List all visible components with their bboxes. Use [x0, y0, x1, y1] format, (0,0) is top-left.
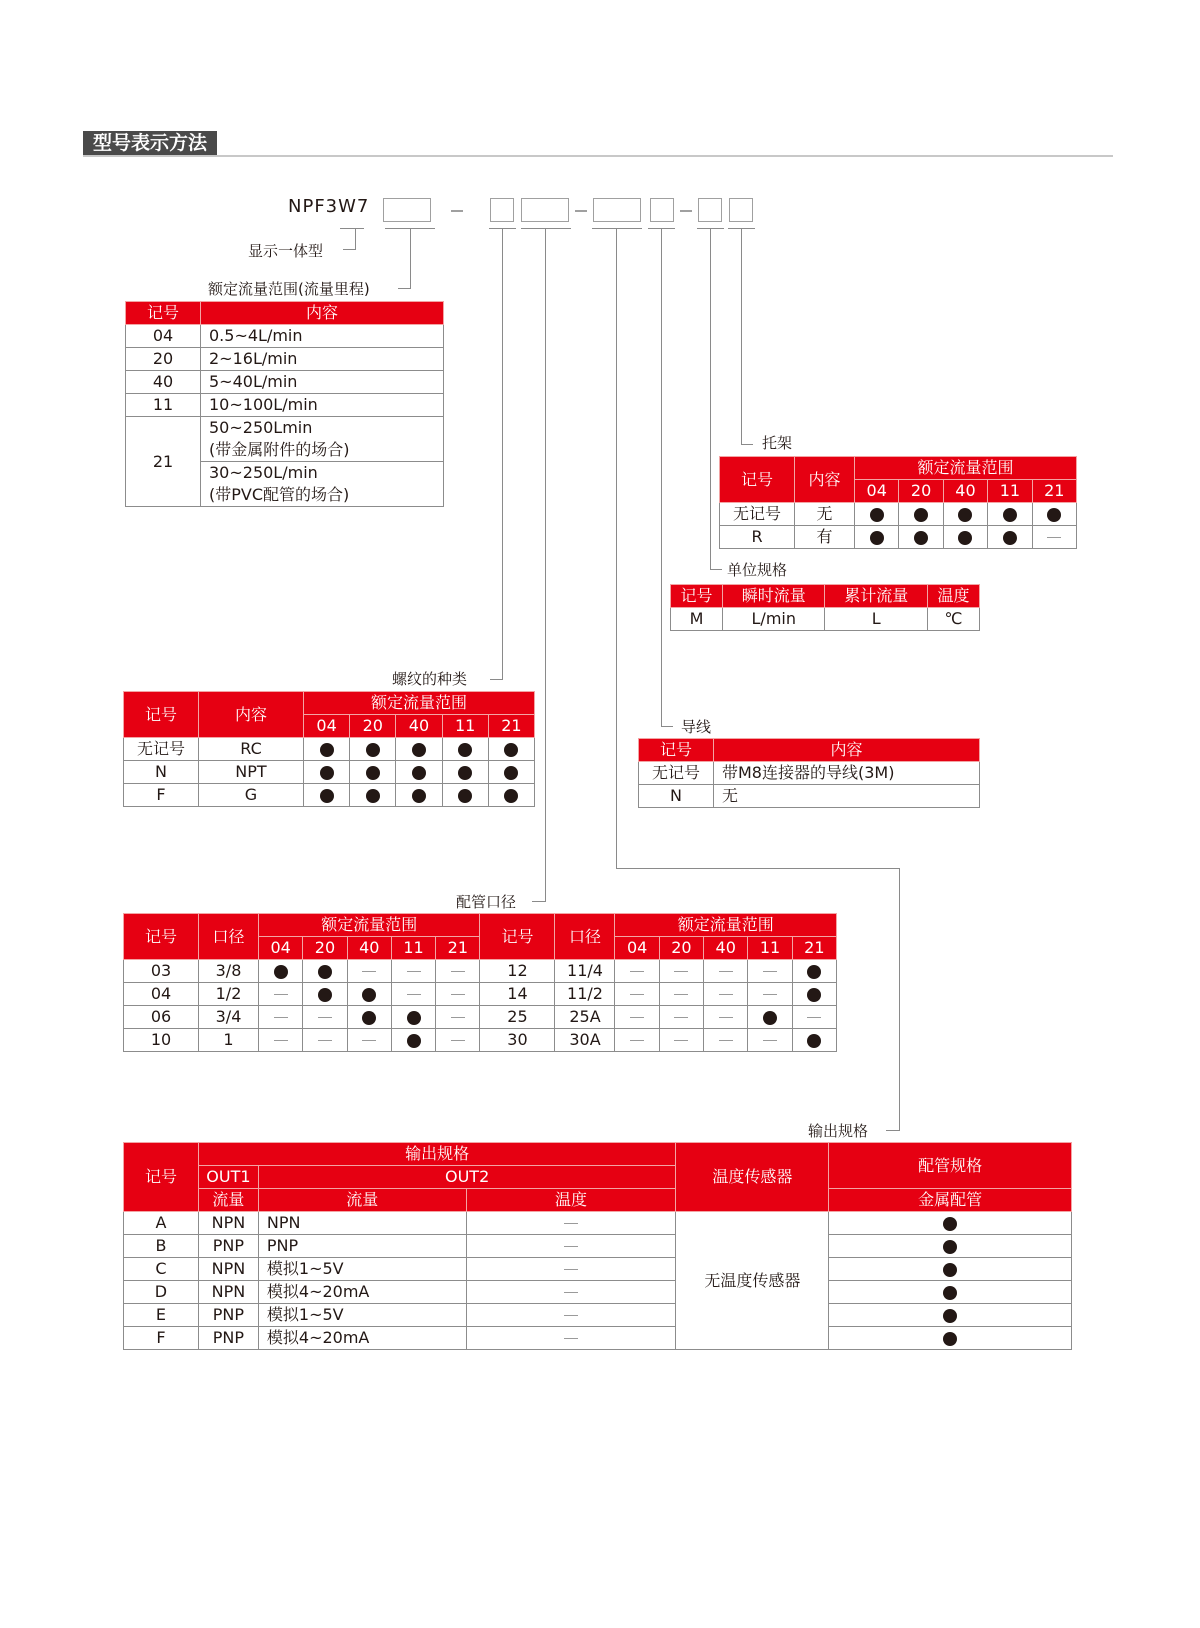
dash-icon [674, 1040, 688, 1041]
dot-icon [1003, 508, 1017, 522]
callout-pipe-size: 配管口径 [456, 893, 517, 911]
dash-icon [674, 1017, 688, 1018]
table-row: 10 1 30 30A [124, 1029, 837, 1052]
dot-icon [320, 789, 334, 803]
table-row: 无记号 带M8连接器的导线(3M) [639, 762, 980, 785]
callout-thread-type: 螺纹的种类 [392, 670, 468, 688]
dash-icon [318, 1017, 332, 1018]
table-row: 11 10~100L/min [126, 394, 444, 417]
separator [680, 210, 692, 212]
dash-icon [719, 1017, 733, 1018]
dot-icon [914, 508, 928, 522]
dash-icon [451, 971, 465, 972]
section-title: 型号表示方法 [83, 131, 217, 156]
dot-icon [807, 988, 821, 1002]
code-box-unit [698, 198, 722, 222]
dot-icon [943, 1286, 957, 1300]
table-row: N NPT [124, 761, 535, 784]
dot-icon [458, 789, 472, 803]
dash-icon [630, 1040, 644, 1041]
callout-rated-flow: 额定流量范围(流量里程) [208, 280, 370, 298]
dash-icon [674, 971, 688, 972]
dash-icon [807, 1017, 821, 1018]
dash-icon [274, 994, 288, 995]
dot-icon [807, 965, 821, 979]
dash-icon [564, 1246, 578, 1247]
dot-icon [407, 1011, 421, 1025]
dot-icon [366, 789, 380, 803]
dash-icon [719, 971, 733, 972]
dot-icon [318, 988, 332, 1002]
dot-icon [943, 1309, 957, 1323]
table-row: 30~250L/min (带PVC配管的场合) [126, 462, 444, 507]
callout-output-spec: 输出规格 [808, 1122, 869, 1140]
dash-icon [362, 1040, 376, 1041]
table-row: M L/min L ℃ [671, 608, 980, 631]
dash-icon [763, 1040, 777, 1041]
dash-icon [451, 1017, 465, 1018]
dot-icon [504, 766, 518, 780]
dot-icon [366, 743, 380, 757]
dash-icon [630, 1017, 644, 1018]
dot-icon [274, 965, 288, 979]
dot-icon [943, 1263, 957, 1277]
dot-icon [1047, 508, 1061, 522]
code-box-output [593, 198, 641, 222]
table-row: 06 3/4 25 25A [124, 1006, 837, 1029]
dash-icon [318, 1040, 332, 1041]
separator [575, 210, 587, 212]
code-box-pipe [521, 198, 569, 222]
model-prefix: NPF3W7 [288, 196, 370, 217]
dash-icon [630, 994, 644, 995]
dash-icon [763, 971, 777, 972]
dot-icon [870, 531, 884, 545]
dot-icon [943, 1332, 957, 1346]
dash-icon [564, 1338, 578, 1339]
output-spec-table: 记号 输出规格 温度传感器 配管规格 OUT1 OUT2 流量 流量 温度 金属配管 A NPN NPN 无温度传感器 B PNP PNP C NPN 模拟1~5V D NPN 模拟4~20mA E PNP 模拟1~5V F PNP 模拟4~20mA [123, 1142, 1072, 1350]
table-row: 无记号 RC [124, 738, 535, 761]
dash-icon [407, 994, 421, 995]
dot-icon [412, 789, 426, 803]
dash-icon [564, 1269, 578, 1270]
dash-icon [719, 994, 733, 995]
table-row: F PNP 模拟4~20mA [124, 1327, 1072, 1350]
pipe-size-table: 记号 口径 额定流量范围 记号 口径 额定流量范围 04 20 40 11 21 04 20 40 11 21 03 3/8 12 11/4 04 1/2 14 11/2 06 3/4 25 25A 10 1 30 30A [123, 913, 837, 1052]
dot-icon [1003, 531, 1017, 545]
callout-bracket: 托架 [762, 434, 793, 452]
dash-icon [564, 1292, 578, 1293]
table-row: 03 3/8 12 11/4 [124, 960, 837, 983]
dash-icon [451, 994, 465, 995]
table-row: 04 0.5~4L/min [126, 325, 444, 348]
dash-icon [564, 1223, 578, 1224]
separator [451, 210, 463, 212]
dot-icon [318, 965, 332, 979]
dot-icon [458, 766, 472, 780]
table-row: 40 5~40L/min [126, 371, 444, 394]
dot-icon [320, 743, 334, 757]
dash-icon [564, 1315, 578, 1316]
dot-icon [807, 1034, 821, 1048]
dot-icon [504, 789, 518, 803]
dash-icon [674, 994, 688, 995]
table-row: A NPN NPN 无温度传感器 [124, 1212, 1072, 1235]
section-divider [83, 155, 1113, 157]
lead-wire-table: 记号 内容 无记号 带M8连接器的导线(3M) N 无 [638, 738, 980, 808]
dot-icon [366, 766, 380, 780]
dot-icon [943, 1240, 957, 1254]
dot-icon [320, 766, 334, 780]
table-row: 21 50~250Lmin (带金属附件的场合) [126, 417, 444, 462]
dash-icon [763, 994, 777, 995]
dot-icon [362, 988, 376, 1002]
table-row: B PNP PNP [124, 1235, 1072, 1258]
dot-icon [943, 1217, 957, 1231]
unit-spec-table: 记号 瞬时流量 累计流量 温度 M L/min L ℃ [670, 584, 980, 631]
table-row: N 无 [639, 785, 980, 808]
callout-lead-wire: 导线 [681, 718, 712, 736]
code-box-bracket [729, 198, 753, 222]
dot-icon [914, 531, 928, 545]
thread-type-table: 记号 内容 额定流量范围 04 20 40 11 21 无记号 RC N NPT F G [123, 691, 535, 807]
dash-icon [274, 1040, 288, 1041]
dot-icon [504, 743, 518, 757]
table-row: F G [124, 784, 535, 807]
table-row: 20 2~16L/min [126, 348, 444, 371]
table-row: D NPN 模拟4~20mA [124, 1281, 1072, 1304]
dot-icon [362, 1011, 376, 1025]
dash-icon [1047, 537, 1061, 538]
dot-icon [412, 766, 426, 780]
table-row: 无记号 无 [720, 503, 1077, 526]
dash-icon [719, 1040, 733, 1041]
dot-icon [763, 1011, 777, 1025]
dash-icon [407, 971, 421, 972]
code-box-flow [383, 198, 431, 222]
dot-icon [870, 508, 884, 522]
bracket-table: 记号 内容 额定流量范围 04 20 40 11 21 无记号 无 R 有 [719, 456, 1077, 549]
dot-icon [958, 508, 972, 522]
dash-icon [362, 971, 376, 972]
table-row: E PNP 模拟1~5V [124, 1304, 1072, 1327]
flow-range-table: 记号 内容 04 0.5~4L/min 20 2~16L/min 40 5~40L/min 11 10~100L/min 21 50~250Lmin (带金属附件的场合) 30~250L/min (带PVC配管的场合) [125, 301, 444, 507]
table-row: R 有 [720, 526, 1077, 549]
dot-icon [407, 1034, 421, 1048]
temp-sensor-value: 无温度传感器 [676, 1212, 829, 1350]
dash-icon [451, 1040, 465, 1041]
dot-icon [958, 531, 972, 545]
code-box-thread [490, 198, 514, 222]
dot-icon [458, 743, 472, 757]
callout-unit-spec: 单位规格 [727, 561, 788, 579]
callout-display-type: 显示一体型 [248, 242, 324, 260]
table-row: C NPN 模拟1~5V [124, 1258, 1072, 1281]
dot-icon [412, 743, 426, 757]
dash-icon [630, 971, 644, 972]
table-row: 04 1/2 14 11/2 [124, 983, 837, 1006]
dash-icon [274, 1017, 288, 1018]
code-box-lead [650, 198, 674, 222]
